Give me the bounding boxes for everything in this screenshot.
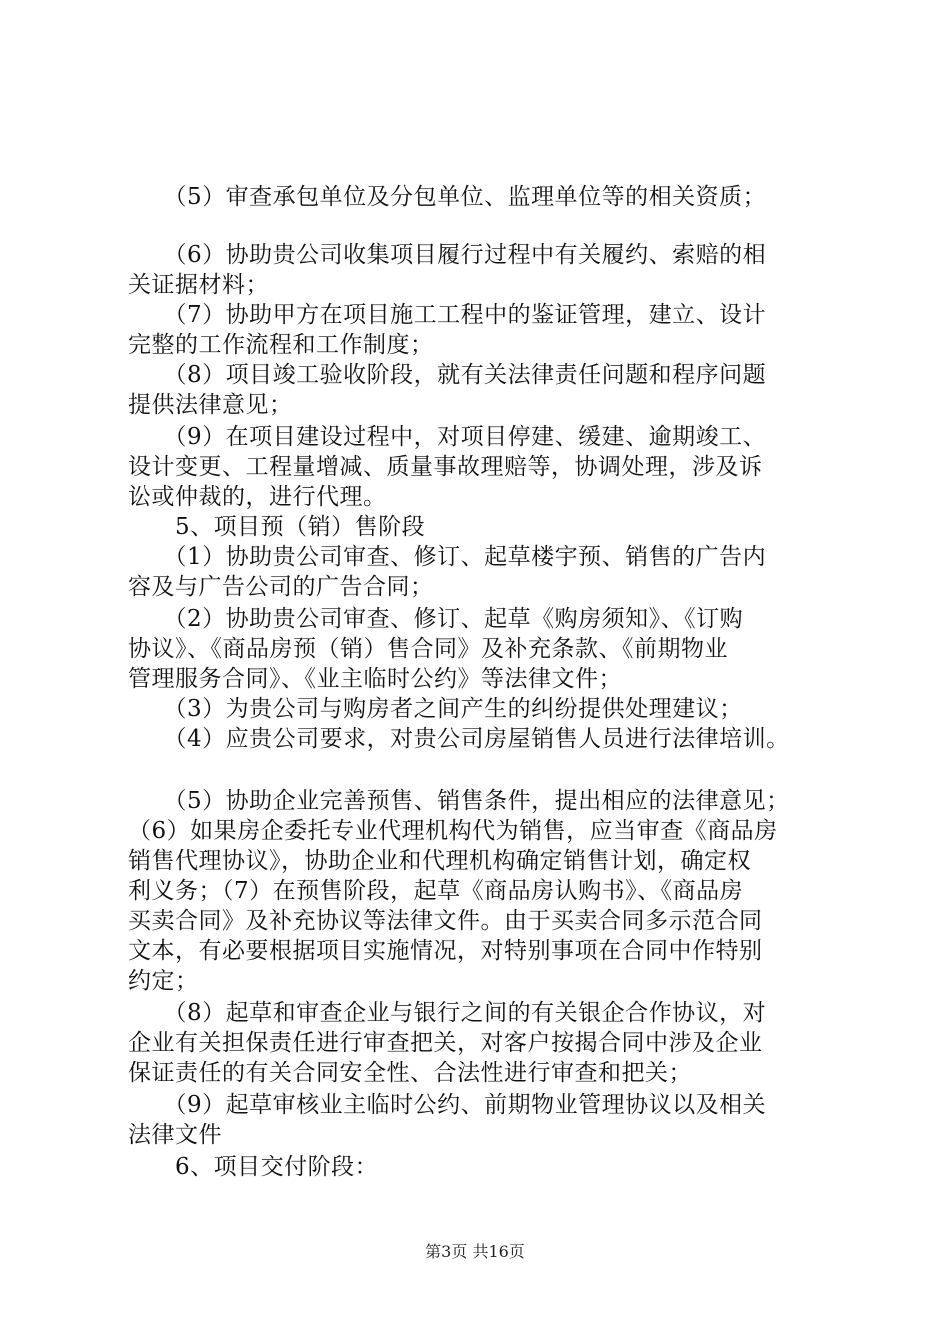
paragraph-line: 完整的工作流程和工作制度； <box>128 332 434 358</box>
paragraph-line: 协议》、《商品房预（销）售合同》及补充条款、《前期物业 <box>128 636 728 662</box>
paragraph-line: （2）协助贵公司审查、修订、起草《购房须知》、《订购 <box>128 606 744 632</box>
paragraph-line: 关证据材料； <box>128 272 269 298</box>
paragraph-line: 文本，有必要根据项目实施情况，对特别事项在合同中作特别 <box>128 938 763 964</box>
paragraph-line: （8）项目竣工验收阶段，就有关法律责任问题和程序问题 <box>128 362 767 388</box>
paragraph-line: 保证责任的有关合同安全性、合法性进行审查和把关； <box>128 1060 692 1086</box>
paragraph-line: （8）起草和审查企业与银行之间的有关银企合作协议，对 <box>128 1000 767 1026</box>
paragraph-line: 约定； <box>128 968 199 994</box>
paragraph-line: 容及与广告公司的广告合同； <box>128 574 434 600</box>
paragraph-line: 讼或仲裁的，进行代理。 <box>128 484 387 510</box>
section-heading: 6、项目交付阶段： <box>128 1154 379 1180</box>
paragraph-line: 企业有关担保责任进行审查把关，对客户按揭合同中涉及企业 <box>128 1030 763 1056</box>
page-footer: 第3页 共16页 <box>425 1242 525 1261</box>
paragraph-line: （9）起草审核业主临时公约、前期物业管理协议以及相关 <box>128 1092 767 1118</box>
paragraph-line: （7）协助甲方在项目施工工程中的鉴证管理，建立、设计 <box>128 302 767 328</box>
section-heading: 5、项目预（销）售阶段 <box>128 514 426 540</box>
paragraph-line: （4）应贵公司要求，对贵公司房屋销售人员进行法律培训。 <box>128 726 790 752</box>
paragraph-line: 销售代理协议》，协助企业和代理机构确定销售计划，确定权 <box>128 848 751 874</box>
paragraph-line: 买卖合同》及补充协议等法律文件。由于买卖合同多示范合同 <box>128 908 763 934</box>
paragraph-line: （1）协助贵公司审查、修订、起草楼宇预、销售的广告内 <box>128 544 767 570</box>
paragraph-line: （9）在项目建设过程中，对项目停建、缓建、逾期竣工、 <box>128 424 767 450</box>
paragraph-line: （5）协助企业完善预售、销售条件，提出相应的法律意见； <box>128 788 790 814</box>
paragraph-line: （6）如果房企委托专业代理机构代为销售，应当审查《商品房 <box>128 818 778 844</box>
paragraph-line: （3）为贵公司与购房者之间产生的纠纷提供处理建议； <box>128 696 743 722</box>
paragraph-line: 设计变更、工程量增减、质量事故理赔等，协调处理，涉及诉 <box>128 454 763 480</box>
paragraph-line: （5）审查承包单位及分包单位、监理单位等的相关资质； <box>128 184 767 210</box>
paragraph-line: 提供法律意见； <box>128 392 293 418</box>
paragraph-line: 利义务；（7）在预售阶段，起草《商品房认购书》、《商品房 <box>128 878 744 904</box>
paragraph-line: 管理服务合同》、《业主临时公约》等法律文件； <box>128 666 622 692</box>
paragraph-line: 法律文件 <box>128 1122 222 1148</box>
paragraph-line: （6）协助贵公司收集项目履行过程中有关履约、索赔的相 <box>128 242 767 268</box>
